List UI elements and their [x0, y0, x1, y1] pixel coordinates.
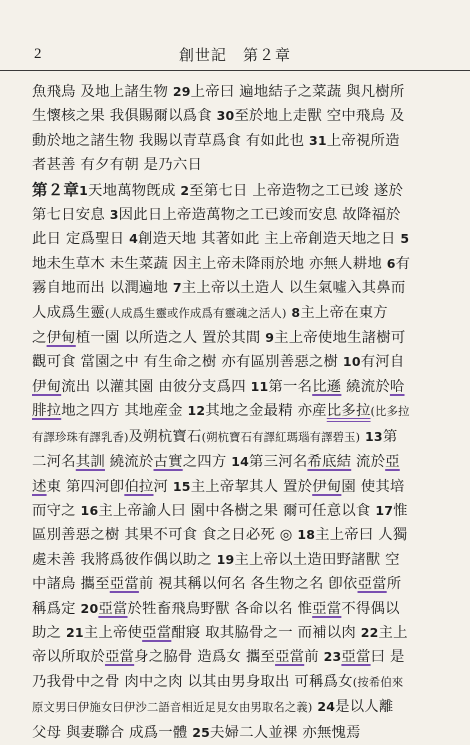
text-line: [32, 572, 440, 596]
text-run: 不得偶以: [341, 600, 400, 617]
verse-number: 15: [172, 478, 191, 494]
proper-name: 亞當: [98, 600, 128, 617]
text-line: [32, 645, 440, 669]
proper-name: 腓拉: [32, 403, 62, 420]
text-run: 惟: [393, 502, 408, 519]
proper-name: 伊甸: [32, 378, 62, 395]
text-line: [32, 597, 440, 621]
text-line: [32, 399, 440, 424]
text-run: 前: [304, 649, 324, 666]
verse-number: 29: [172, 84, 191, 99]
proper-name: 伯拉: [124, 478, 154, 495]
verse-number: 31: [308, 132, 327, 148]
verse-number: 5: [400, 231, 410, 247]
text-run: 是以人離: [335, 699, 394, 716]
verse-number: 8: [291, 304, 301, 320]
proper-name: 亞當: [312, 600, 342, 617]
text-run: 第: [382, 428, 398, 445]
text-run: 二河名: [32, 454, 76, 471]
proper-name: 亞當: [275, 649, 305, 666]
text-line: [32, 375, 440, 399]
translator-note: (人成爲生靈或作成爲有靈魂之活人): [104, 306, 287, 320]
text-run: 繞流於: [341, 378, 390, 395]
text-run: 人成爲生靈: [32, 304, 105, 321]
verse-number: 16: [80, 502, 99, 518]
text-run: 第一名: [268, 378, 313, 395]
text-run: 主上帝使地生諸樹可: [274, 330, 406, 347]
verse-number: 24: [317, 699, 336, 715]
proper-name: 伊甸: [312, 478, 342, 495]
running-title: 創世記 第２章: [178, 46, 291, 64]
text-run: 而守之: [32, 502, 81, 519]
text-line: [32, 104, 440, 128]
text-run: 稱爲定: [32, 600, 81, 617]
text-run: 上帝曰 遍地結子之菜蔬 與凡樹所: [190, 84, 405, 100]
text-run: 流於: [351, 454, 386, 471]
verse-number: 30: [216, 108, 235, 124]
verse-number: 7: [172, 280, 182, 296]
text-run: 主上帝以土造人 以生氣噓入其鼻而: [181, 280, 406, 297]
verse-number: 6: [386, 255, 396, 271]
text-run: 者甚善 有夕有朝 是乃六日: [32, 157, 203, 174]
text-run: 創造天地 其著如此 主上帝創造天地之日: [138, 231, 401, 248]
verse-number: 25: [192, 724, 211, 740]
text-run: 生懷核之果 我俱賜爾以爲食: [32, 108, 217, 125]
proper-name: 亞當: [109, 576, 139, 593]
text-run: 主上帝曰 人獨: [315, 527, 408, 544]
text-run: 地未生草木 未生菜蔬 因主上帝未降雨於地 亦無人耕地: [32, 255, 387, 272]
proper-name: 亞當: [104, 649, 135, 666]
verse-number: 9: [265, 330, 275, 346]
proper-name: 亞: [385, 454, 400, 471]
text-line: [32, 350, 440, 374]
proper-name: 其訓: [75, 454, 105, 471]
proper-name: 比多拉: [326, 403, 371, 420]
verse-number: 1: [79, 182, 89, 198]
verse-number: 12: [187, 403, 206, 419]
text-line: [32, 178, 440, 203]
text-line: [32, 203, 440, 227]
text-line: [32, 252, 440, 276]
translator-note: 原文男曰伊施女曰伊沙二語音相近足見女由男取名之義): [32, 701, 313, 715]
text-run: 所: [386, 576, 402, 593]
text-run: 此日 定爲聖日: [32, 231, 130, 248]
proper-name: 亞當: [142, 624, 172, 641]
proper-name: 哈: [389, 378, 405, 395]
text-run: 繞流於: [104, 454, 154, 471]
text-run: 乃我骨中之骨 肉中之肉 以其由男身取出 可稱爲女: [32, 673, 353, 690]
text-run: 之: [32, 330, 47, 347]
text-run: 天地萬物旣成: [88, 182, 181, 199]
verse-number: 10: [342, 354, 361, 370]
text-line: [32, 153, 440, 177]
text-line: [32, 80, 440, 104]
verse-number: 4: [129, 231, 138, 247]
text-run: 東 第四河卽: [46, 478, 125, 495]
text-run: 前 視其稱以何名 各生物之名 卽依: [138, 576, 358, 593]
text-line: [32, 227, 440, 251]
text-run: 處未善 我將爲彼作偶以助之: [32, 551, 217, 568]
translator-note: (朔杭寶石有譯紅瑪瑙有譯碧玉): [201, 430, 361, 444]
verse-number: 22: [360, 624, 379, 640]
text-run: 區別善惡之樹 其果不可食 食之日必死 ◎: [32, 527, 298, 544]
text-run: 動於地之諸生物 我賜以青草爲食 有如此也: [32, 132, 309, 149]
text-run: 曰 是: [370, 649, 405, 666]
text-run: 主上帝以土造田野諸獸 空: [234, 551, 400, 568]
translator-note: (按希伯來: [352, 675, 404, 689]
text-run: 第七日安息: [32, 207, 110, 224]
text-run: 夫婦二人並祼 亦無愧焉: [210, 724, 361, 741]
text-line: [32, 499, 440, 523]
text-run: 因此日上帝造萬物之工已竣而安息 故降福於: [118, 207, 401, 224]
proper-name: 希底結: [307, 454, 352, 471]
text-run: 地之四方 其地産金: [61, 403, 188, 420]
text-run: 主上帝使: [83, 624, 143, 641]
text-run: 第三河名: [249, 454, 308, 471]
verse-number: 11: [250, 378, 269, 394]
text-run: 助之: [32, 624, 66, 641]
verse-number: 3: [109, 207, 119, 223]
text-run: 有: [395, 255, 411, 272]
text-run: 觀可食 當園之中 有生命之樹 亦有區別善惡之樹: [32, 354, 343, 371]
text-line: [32, 523, 440, 547]
text-line: [32, 129, 440, 153]
text-run: 於牲畜飛鳥野獸 各命以名 惟: [127, 600, 313, 617]
text-run: 河: [153, 478, 173, 495]
proper-name: 述: [32, 478, 47, 495]
text-run: 上帝視所造: [326, 132, 400, 149]
page-number: 2: [34, 46, 42, 62]
translator-note: (比多拉: [370, 405, 410, 419]
text-line: [32, 670, 440, 695]
verse-number: 20: [80, 600, 99, 616]
verse-number: 21: [65, 624, 84, 640]
text-run: 主上帝挈其人 置於: [190, 478, 313, 495]
text-run: 身之脇骨 造爲女 攜至: [134, 649, 276, 666]
text-run: 主上帝諭人曰 園中各樹之果 爾可任意以食: [98, 502, 376, 519]
verse-number: 18: [297, 527, 316, 543]
text-line: [32, 301, 440, 326]
text-run: 流出 以灌其園 由彼分支爲四: [61, 378, 251, 395]
text-line: [32, 475, 440, 499]
verse-number: 14: [231, 454, 250, 470]
verse-number: 2: [180, 182, 190, 198]
text-line: [32, 548, 440, 572]
text-run: 中諸鳥 攜至: [32, 576, 110, 593]
text-run: 父母 與妻聯合 成爲一體: [32, 724, 193, 741]
proper-name: 伊甸: [46, 330, 76, 347]
text-run: 酣寢 取其脇骨之一 而補以肉: [171, 624, 361, 641]
text-run: 其地之金最精 亦産: [205, 403, 327, 420]
text-run: 及朔杭寶石: [128, 428, 202, 445]
text-run: 至於地上走獸 空中飛鳥 及: [234, 108, 405, 125]
text-run: 主上: [378, 624, 408, 641]
text-run: 霧自地而出 以潤遍地: [32, 280, 173, 297]
text-line: [32, 621, 440, 645]
verse-number: 23: [323, 649, 342, 665]
text-run: 帝以所取於: [32, 649, 105, 666]
text-line: [32, 695, 440, 720]
proper-name: 亞當: [341, 649, 371, 666]
text-run: 有河自: [360, 354, 405, 371]
text-run: 魚飛鳥 及地上諸生物: [32, 84, 173, 100]
text-run: 園 使其培: [341, 478, 405, 495]
text-line: [32, 721, 440, 745]
verse-number: 17: [375, 502, 394, 518]
text-run: 主上帝在東方: [300, 304, 388, 321]
proper-name: 比遜: [312, 378, 342, 395]
page-header: [0, 40, 470, 71]
scripture-text: [32, 80, 440, 745]
text-run: 至第七日 上帝造物之工已竣 遂於: [189, 182, 404, 199]
text-line: [32, 276, 440, 300]
verse-number: 13: [365, 428, 383, 444]
chapter-heading: 第２章: [32, 180, 80, 199]
proper-name: 古實: [153, 454, 183, 471]
text-run: 之四方: [182, 454, 232, 471]
proper-name: 亞當: [357, 576, 387, 593]
text-run: 植一園 以所造之人 置於其間: [75, 330, 266, 347]
verse-number: 19: [216, 551, 235, 567]
text-line: [32, 450, 440, 474]
translator-note: 有譯珍珠有譯乳香): [32, 430, 129, 444]
text-line: [32, 425, 440, 450]
text-line: [32, 326, 440, 350]
